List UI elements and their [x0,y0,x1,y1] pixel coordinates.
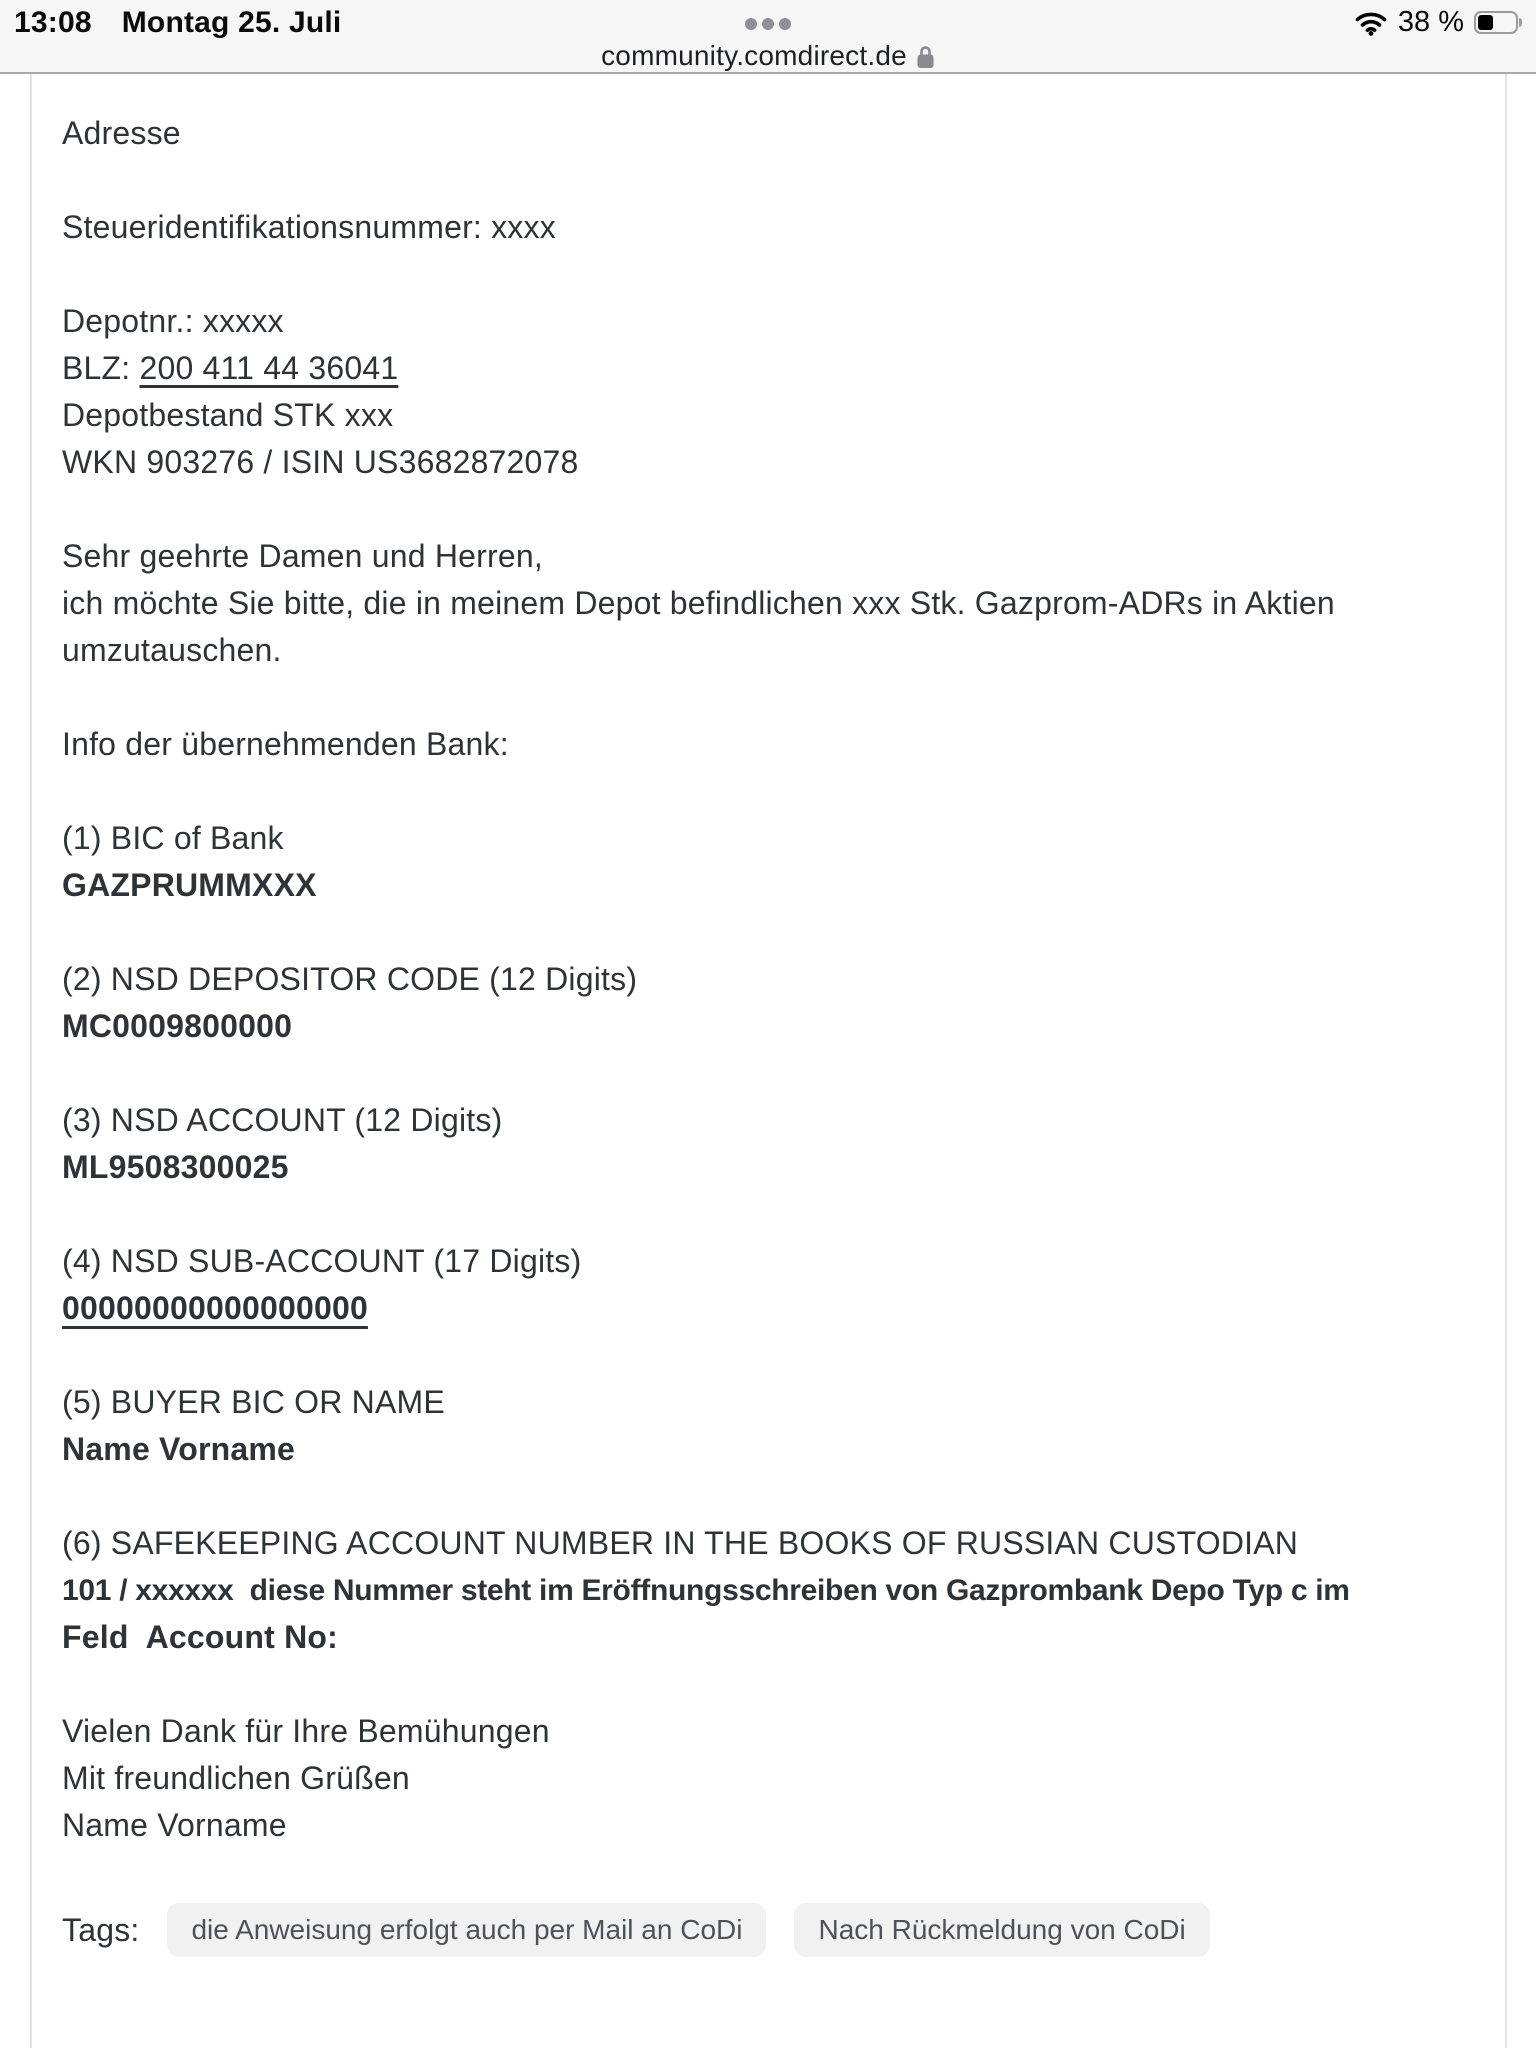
status-indicators [1354,6,1522,39]
item-label: (2) NSD DEPOSITOR CODE (12 Digits) [62,961,638,997]
closing-block [62,1708,1485,1849]
tab-dot [745,18,757,30]
bank-info-item [62,956,1485,1050]
closing-line: Vielen Dank für Ihre Bemühungen [62,1713,550,1749]
depot-number-line: Depotnr.: xxxxx [62,303,284,339]
bank-info-header-line: Info der übernehmenden Bank: [62,726,509,762]
tax-id-line: Steueridentifikationsnummer: xxxx [62,209,556,245]
tag-chip[interactable]: Nach Rückmeldung von CoDi [794,1903,1209,1957]
url-bar[interactable] [0,40,1536,72]
status-bar [0,0,1536,74]
item-value: ML9508300025 [62,1149,289,1185]
item-value: Feld Account No: [62,1619,338,1655]
tab-dot [779,18,791,30]
item-label: (5) BUYER BIC OR NAME [62,1384,445,1420]
post-content [30,74,1507,2048]
item-value: 101 / xxxxxx diese Nummer steht im Eröffnungsschreiben von Gazprombank Depo Typ c im [62,1574,1350,1607]
depot-holdings-line: Depotbestand STK xxx [62,397,394,433]
request-line: umzutauschen. [62,632,282,668]
tags-label: Tags: [62,1911,140,1948]
item-label: (3) NSD ACCOUNT (12 Digits) [62,1102,503,1138]
address-line: Adresse [62,115,181,151]
bank-info-item [62,1379,1485,1473]
item-value: GAZPRUMMXXX [62,867,317,903]
battery-icon [1474,11,1522,34]
lock-icon [916,44,935,69]
tab-dot [762,18,774,30]
closing-line: Mit freundlichen Grüßen [62,1760,410,1796]
blz-number-link[interactable]: 200 411 44 36041 [139,350,399,386]
tab-dots-icon[interactable] [0,18,1536,30]
battery-percent: 38 % [1397,6,1464,38]
bank-info-item [62,1238,1485,1332]
wkn-isin-line: WKN 903276 / ISIN US3682872078 [62,444,579,480]
address-block [62,110,1485,157]
blz-line [62,345,1485,392]
salutation-block [62,533,1485,674]
date: Montag 25. Juli [121,6,342,39]
tax-id-block [62,204,1485,251]
salutation-line: Sehr geehrte Damen und Herren, [62,538,543,574]
item-value-underlined: 00000000000000000 [62,1290,368,1326]
bank-info-item [62,1520,1485,1661]
wifi-icon [1354,10,1388,36]
tag-chip[interactable]: die Anweisung erfolgt auch per Mail an CoDi [167,1903,766,1957]
bank-info-item [62,815,1485,909]
battery-nub [1519,18,1522,27]
item-value: MC0009800000 [62,1008,293,1044]
closing-line: Name Vorname [62,1807,287,1843]
blz-label: BLZ: [62,350,140,386]
tags-row [62,1903,1485,1957]
item-value: Name Vorname [62,1431,296,1467]
depot-block [62,298,1485,486]
item-label: (4) NSD SUB-ACCOUNT (17 Digits) [62,1243,582,1279]
bank-info-item [62,1097,1485,1191]
clock: 13:08 [14,6,92,39]
request-line: ich möchte Sie bitte, die in meinem Depot befindlichen xxx Stk. Gazprom-ADRs in Aktien [62,585,1335,621]
url-text: community.comdirect.de [601,40,907,71]
item-label: (6) SAFEKEEPING ACCOUNT NUMBER IN THE BOOKS OF RUSSIAN CUSTODIAN [62,1525,1299,1561]
item-label: (1) BIC of Bank [62,820,284,856]
battery-fill [1478,15,1493,30]
bank-info-header [62,721,1485,768]
